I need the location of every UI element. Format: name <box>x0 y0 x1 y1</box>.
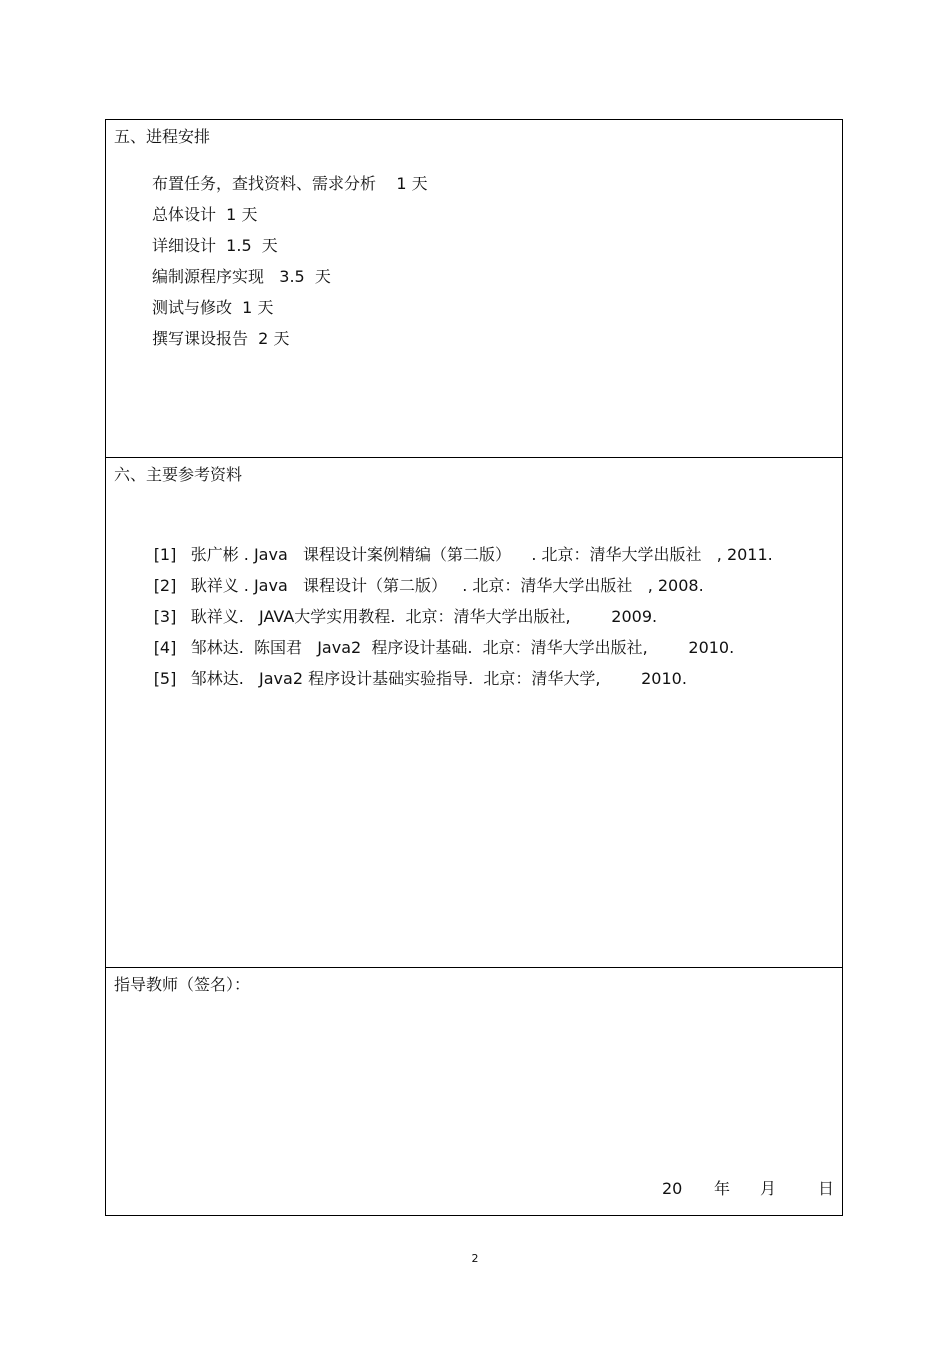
date-year-label: 年 <box>714 1179 731 1198</box>
reference-number: [5] <box>153 669 177 688</box>
schedule-item: 详细设计 1.5 天 <box>152 236 278 255</box>
reference-number: [3] <box>153 607 177 626</box>
signature-label: 指导教师（签名）： <box>114 975 251 994</box>
schedule-section <box>106 120 842 458</box>
reference-text: 耿祥义 . Java 课程设计（第二版） . 北京：清华大学出版社 , 2008. <box>190 576 704 595</box>
schedule-item: 撰写课设报告 2 天 <box>152 329 290 348</box>
reference-text: 邹林达. 陈国君 Java2 程序设计基础. 北京：清华大学出版社, 2010. <box>190 638 735 657</box>
reference-text: 张广彬 . Java 课程设计案例精编（第二版） . 北京：清华大学出版社 , 2011. <box>190 545 773 564</box>
schedule-item: 布置任务，查找资料、需求分析 1 天 <box>152 174 428 193</box>
reference-text: 耿祥义. JAVA大学实用教程. 北京：清华大学出版社, 2009. <box>190 607 658 626</box>
reference-item <box>113 508 773 564</box>
page-number: 2 <box>471 1252 479 1265</box>
schedule-item: 总体设计 1 天 <box>152 205 258 224</box>
date-month-label: 月 <box>760 1179 777 1198</box>
form-table <box>105 119 843 1216</box>
schedule-item: 测试与修改 1 天 <box>152 298 274 317</box>
schedule-list <box>152 168 428 354</box>
reference-text: 邹林达. Java2 程序设计基础实验指导. 北京：清华大学, 2010. <box>190 669 687 688</box>
date-year-prefix: 20 <box>662 1179 683 1198</box>
reference-number: [2] <box>153 576 177 595</box>
date-day-label: 日 <box>818 1179 835 1198</box>
signature-section <box>106 968 842 1215</box>
references-heading: 六、主要参考资料 <box>114 465 243 484</box>
schedule-item: 编制源程序实现 3.5 天 <box>152 267 331 286</box>
reference-number: [1] <box>153 545 177 564</box>
references-section <box>106 458 842 968</box>
references-list <box>113 508 773 688</box>
reference-number: [4] <box>153 638 177 657</box>
schedule-heading: 五、进程安排 <box>114 127 211 146</box>
signature-date <box>662 1178 834 1200</box>
